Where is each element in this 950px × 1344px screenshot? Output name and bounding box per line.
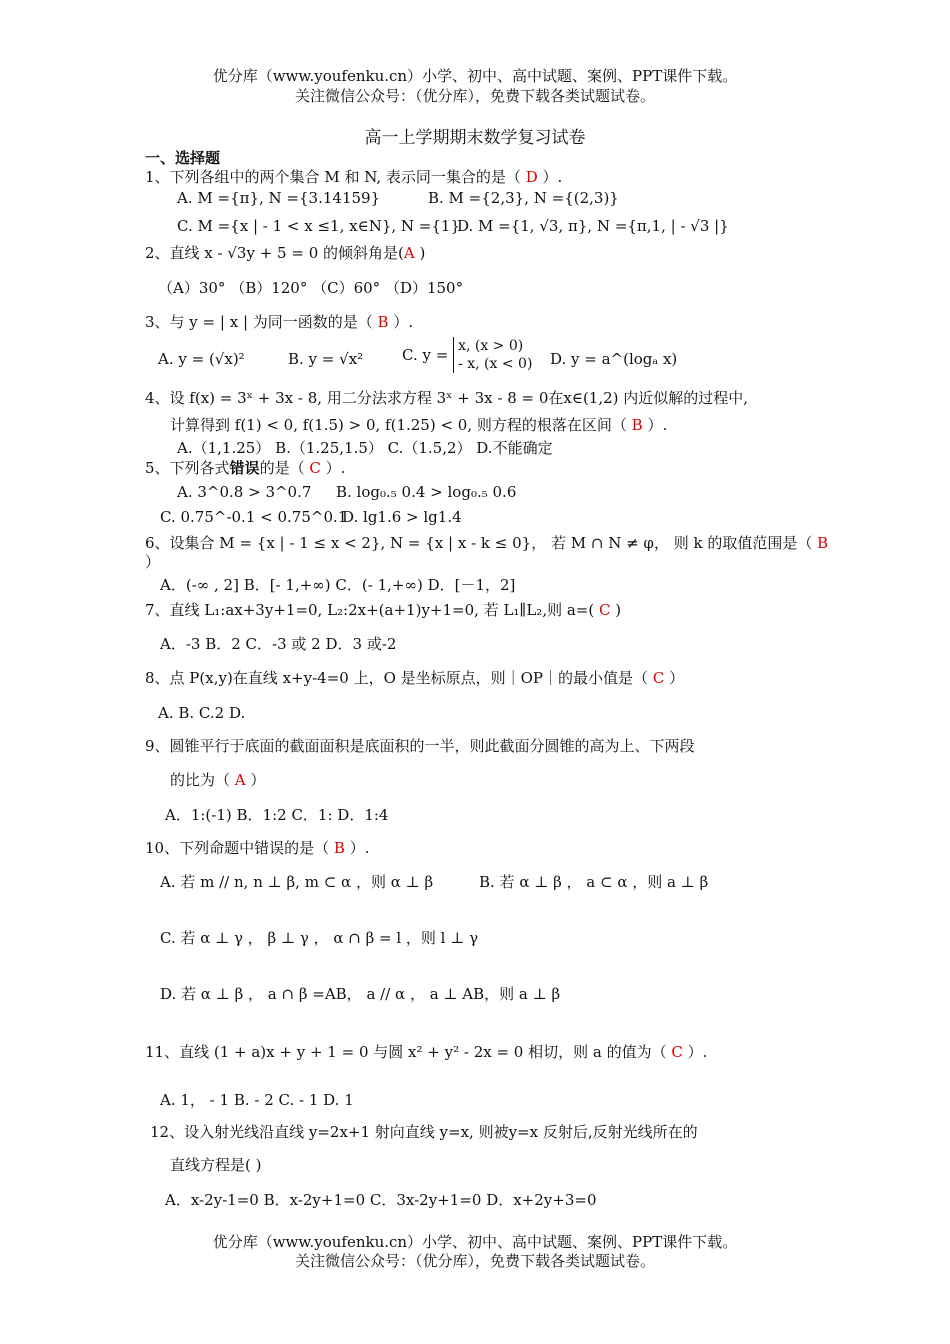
question-2-options: （A）30° （B）120° （C）60° （D）150°: [158, 279, 464, 297]
question-1-option-c: C. M ={x | - 1 < x ≤1, x∈N}, N ={1}: [177, 217, 460, 235]
question-8-answer: C: [652, 669, 665, 687]
question-4-options: A.（1,1.25） B.（1.25,1.5） C.（1.5,2） D.不能确定: [177, 439, 553, 457]
question-5-option-a: A. 3^0.8 > 3^0.7: [177, 483, 312, 501]
question-6-stem: 6、设集合 M = {x | - 1 ≤ x < 2}, N = {x | x - k ≤ 0}， 若 M ∩ N ≠ φ， 则 k 的取值范围是（ B: [145, 534, 829, 552]
question-1-stem: 1、下列各组中的两个集合 M 和 N, 表示同一集合的是（ D ）.: [145, 168, 563, 186]
question-10-answer: B: [333, 839, 345, 857]
question-1-option-a: A. M ={π}, N ={3.14159}: [177, 189, 381, 207]
question-5-option-c: C. 0.75^-0.1 < 0.75^0.1: [160, 508, 348, 526]
question-2-answer: A: [403, 244, 415, 262]
page-title: 高一上学期期末数学复习试卷: [364, 128, 586, 148]
question-1-option-b: B. M ={2,3}, N ={(2,3)}: [428, 189, 619, 207]
question-8-stem: 8、点 P(x,y)在直线 x+y-4=0 上，O 是坐标原点，则｜OP｜的最小值是（ C ）: [145, 669, 685, 687]
question-7-stem: 7、直线 L₁:ax+3y+1=0, L₂:2x+(a+1)y+1=0, 若 L₁∥L₂,则 a=( C ): [145, 601, 622, 619]
question-6-close: ）: [145, 553, 161, 571]
question-10-option-d: D. 若 α ⊥ β ， a ∩ β =AB， a // α ， a ⊥ AB，则 a ⊥ β: [160, 985, 561, 1003]
question-1-answer: D: [525, 168, 538, 186]
question-5-option-b: B. log₀.₅ 0.4 > log₀.₅ 0.6: [336, 483, 517, 501]
question-3-option-c: C. y = x, (x > 0) - x, (x < 0): [402, 338, 533, 372]
question-10-option-b: B. 若 α ⊥ β ， a ⊂ α ，则 a ⊥ β: [479, 873, 709, 891]
question-12-stem-2: 直线方程是( ): [170, 1156, 262, 1174]
question-12-options: A．x-2y-1=0 B．x-2y+1=0 C．3x-2y+1=0 D．x+2y+3=0: [165, 1191, 597, 1209]
question-3-option-b: B. y = √x²: [288, 350, 364, 368]
question-9-stem-2: 的比为（ A ）: [170, 771, 266, 789]
question-2-stem: 2、直线 x - √3y + 5 = 0 的倾斜角是(A ): [145, 244, 426, 262]
question-9-options: A．1:(-1) B．1:2 C．1: D．1:4: [165, 806, 389, 824]
footer-line-2: 关注微信公众号：（优分库），免费下载各类试题试卷。: [294, 1252, 655, 1270]
question-8-options: A. B. C.2 D.: [158, 704, 246, 722]
question-9-answer: A: [234, 771, 246, 789]
question-4-answer: B: [631, 416, 643, 434]
question-10-stem: 10、下列命题中错误的是（ B ）.: [145, 839, 370, 857]
question-10-option-a: A. 若 m // n, n ⊥ β, m ⊂ α ，则 α ⊥ β: [160, 873, 434, 891]
question-5-answer: C: [309, 459, 321, 477]
question-3-answer: B: [377, 313, 389, 331]
question-1-option-d: D. M ={1, √3, π}, N ={π,1, | - √3 |}: [457, 217, 729, 235]
section-heading: 一、选择题: [145, 149, 221, 167]
question-3-option-a: A. y = (√x)²: [158, 350, 245, 368]
question-11-stem: 11、直线 (1 + a)x + y + 1 = 0 与圆 x² + y² - 2x = 0 相切，则 a 的值为（ C ）.: [145, 1043, 708, 1061]
piecewise-brace: x, (x > 0) - x, (x < 0): [453, 337, 532, 373]
question-3-option-d: D. y = a^(logₐ x): [550, 350, 678, 368]
question-9-stem: 9、圆锥平行于底面的截面面积是底面积的一半，则此截面分圆锥的高为上、下两段: [145, 737, 695, 755]
footer-line-1: 优分库（www.youfenku.cn）小学、初中、高中试题、案例、PPT课件下载。: [212, 1233, 738, 1251]
question-7-answer: C: [599, 601, 611, 619]
question-12-stem: 12、设入射光线沿直线 y=2x+1 射向直线 y=x, 则被y=x 反射后,反射光线所在的: [150, 1123, 698, 1141]
question-4-stem-2: 计算得到 f(1) < 0, f(1.5) > 0, f(1.25) < 0, 则方程的根落在区间（ B ）.: [170, 416, 668, 434]
header-line-2: 关注微信公众号：（优分库），免费下载各类试题试卷。: [294, 87, 655, 105]
question-5-option-d: D. lg1.6 > lg1.4: [342, 508, 462, 526]
question-7-options: A．-3 B．2 C．-3 或 2 D．3 或-2: [160, 635, 397, 653]
question-6-options: A．(-∞ , 2] B．[- 1,+∞) C．(- 1,+∞) D．[－1，2]: [160, 576, 516, 594]
question-4-stem: 4、设 f(x) = 3ˣ + 3x - 8, 用二分法求方程 3ˣ + 3x - 8 = 0在x∈(1,2) 内近似解的过程中,: [145, 389, 749, 407]
header-line-1: 优分库（www.youfenku.cn）小学、初中、高中试题、案例、PPT课件下载。: [212, 67, 738, 85]
question-11-options: A. 1， - 1 B. - 2 C. - 1 D. 1: [160, 1091, 354, 1109]
question-10-option-c: C. 若 α ⊥ γ ， β ⊥ γ ， α ∩ β = l ，则 l ⊥ γ: [160, 929, 479, 947]
question-3-stem: 3、与 y = | x | 为同一函数的是（ B ）.: [145, 313, 414, 331]
question-6-answer: B: [817, 534, 829, 552]
question-11-answer: C: [671, 1043, 683, 1061]
question-5-stem: 5、下列各式错误的是（ C ）.: [145, 459, 346, 477]
